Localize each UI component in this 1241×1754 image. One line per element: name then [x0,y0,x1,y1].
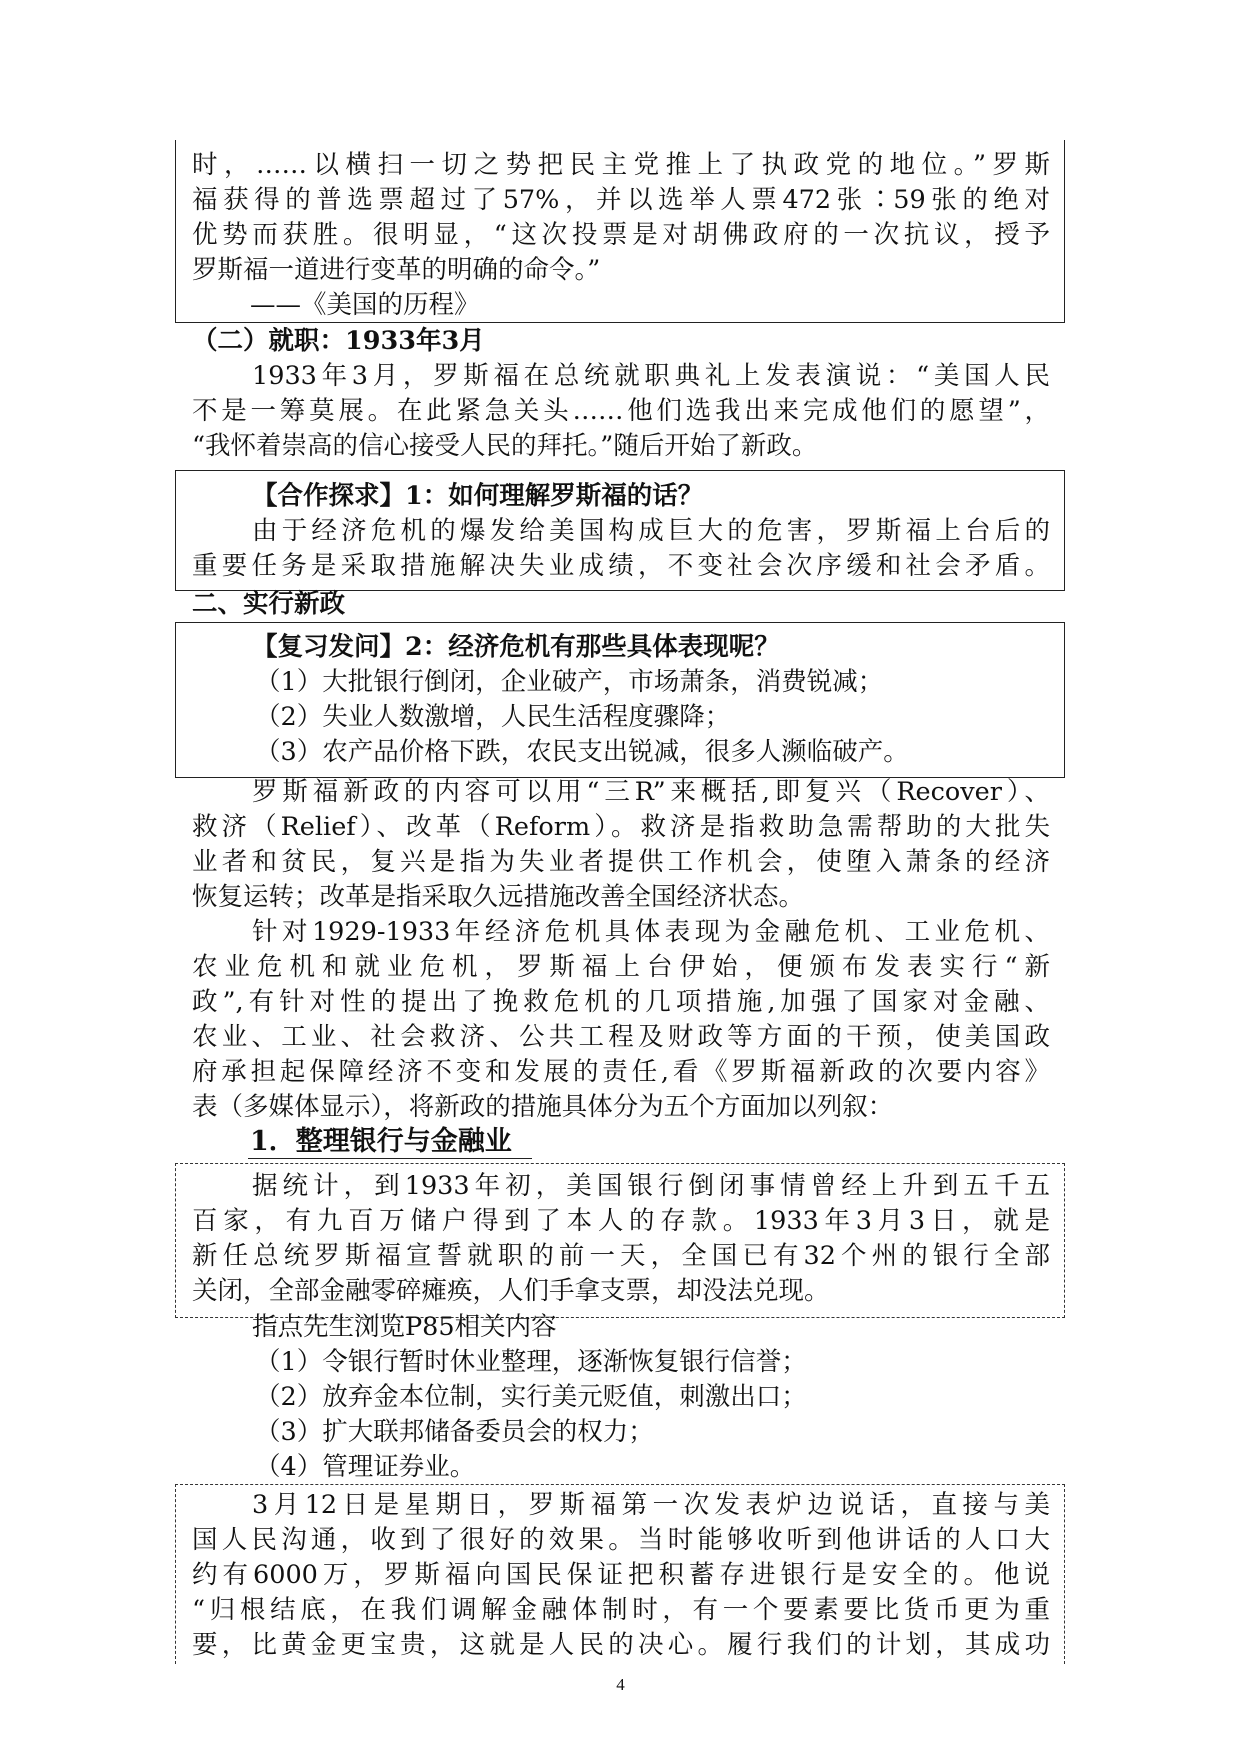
measure-item: （4）管理证券业。 [255,1452,476,1482]
paragraph-line: 政”,有针对性的提出了挽救危机的几项措施,加强了国家对金融、 [192,987,1050,1017]
subsection-heading: 1．整理银行与金融业 [250,1126,512,1157]
measure-item: （1）令银行暂时休业整理，逐渐恢复银行信誉； [255,1347,807,1377]
quote-line: 罗斯福一道进行变革的明确的命令。” [192,255,601,285]
paragraph-line: 救济（Relief）、改革（Reform）。救济是指救助急需帮助的大批失 [192,812,1050,842]
guide-line: 指点先生浏览P85相关内容 [252,1312,557,1342]
review-title: 【复习发问】2：经济危机有那些具体表现呢？ [252,632,780,662]
section-heading: （二）就职：1933年3月 [192,326,485,356]
coop-line: 重要任务是采取措施解决失业成绩，不变社会次序缓和社会矛盾。 [192,551,1050,581]
paragraph-line: 罗斯福新政的内容可以用“三R”来概括,即复兴（Recover）、 [252,777,1050,807]
note-line: 要，比黄金更宝贵，这就是人民的决心。履行我们的计划，其成功 [192,1630,1050,1660]
note-line: 据统计，到1933年初，美国银行倒闭事情曾经上升到五千五 [252,1171,1050,1201]
measure-item: （3）扩大联邦储备委员会的权力； [255,1417,654,1447]
measure-item: （2）放弃金本位制，实行美元贬值，刺激出口； [255,1382,807,1412]
paragraph-line: 业者和贫民，复兴是指为失业者提供工作机会，使堕入萧条的经济 [192,847,1050,877]
paragraph-line: 农业、工业、社会救济、公共工程及财政等方面的干预，使美国政 [192,1022,1050,1052]
note-line: 百家，有九百万储户得到了本人的存款。1933年3月3日，就是 [192,1206,1050,1236]
note-line: 关闭，全部金融零碎瘫痪，人们手拿支票，却没法兑现。 [192,1276,830,1306]
paragraph-line: 农业危机和就业危机，罗斯福上台伊始，便颁布发表实行“新 [192,952,1050,982]
quote-source: ——《美国的历程》 [250,290,480,320]
note-line: 3月12日是星期日，罗斯福第一次发表炉边说话，直接与美 [252,1490,1050,1520]
heading-underline [248,1158,532,1159]
section-heading: 二、实行新政 [192,589,346,619]
paragraph-line: 1933年3月，罗斯福在总统就职典礼上发表演说：“美国人民 [252,361,1050,391]
paragraph-line: “我怀着崇高的信心接受人民的拜托。”随后开始了新政。 [192,431,818,461]
quote-line: 时，……以横扫一切之势把民主党推上了执政党的地位。”罗斯 [192,150,1050,180]
page-number: 4 [616,1675,625,1694]
paragraph-line: 针对1929-1933年经济危机具体表现为金融危机、工业危机、 [252,917,1050,947]
coop-title: 【合作探求】1：如何理解罗斯福的话？ [252,481,704,511]
coop-line: 由于经济危机的爆发给美国构成巨大的危害，罗斯福上台后的 [252,516,1050,546]
review-item: （2）失业人数激增，人民生活程度骤降； [255,702,731,732]
paragraph-line: 恢复运转；改革是指采取久远措施改善全国经济状态。 [192,882,805,912]
review-item: （1）大批银行倒闭，企业破产，市场萧条，消费锐减； [255,667,884,697]
paragraph-line: 表（多媒体显示），将新政的措施具体分为五个方面加以列叙： [192,1092,894,1122]
note-line: 新任总统罗斯福宣誓就职的前一天，全国已有32个州的银行全部 [192,1241,1050,1271]
quote-line: 优势而获胜。很明显，“这次投票是对胡佛政府的一次抗议，授予 [192,220,1050,250]
note-line: “归根结底，在我们调解金融体制时，有一个要素要比货币更为重 [192,1595,1050,1625]
note-line: 约有6000万，罗斯福向国民保证把积蓄存进银行是安全的。他说 [192,1560,1050,1590]
quote-line: 福获得的普选票超过了57%，并以选举人票472张∶59张的绝对 [192,185,1050,215]
paragraph-line: 府承担起保障经济不变和发展的责任,看《罗斯福新政的次要内容》 [192,1057,1050,1087]
review-item: （3）农产品价格下跌，农民支出锐减，很多人濒临破产。 [255,737,909,767]
note-line: 国人民沟通，收到了很好的效果。当时能够收听到他讲话的人口大 [192,1525,1050,1555]
paragraph-line: 不是一筹莫展。在此紧急关头……他们选我出来完成他们的愿望”， [192,396,1050,426]
